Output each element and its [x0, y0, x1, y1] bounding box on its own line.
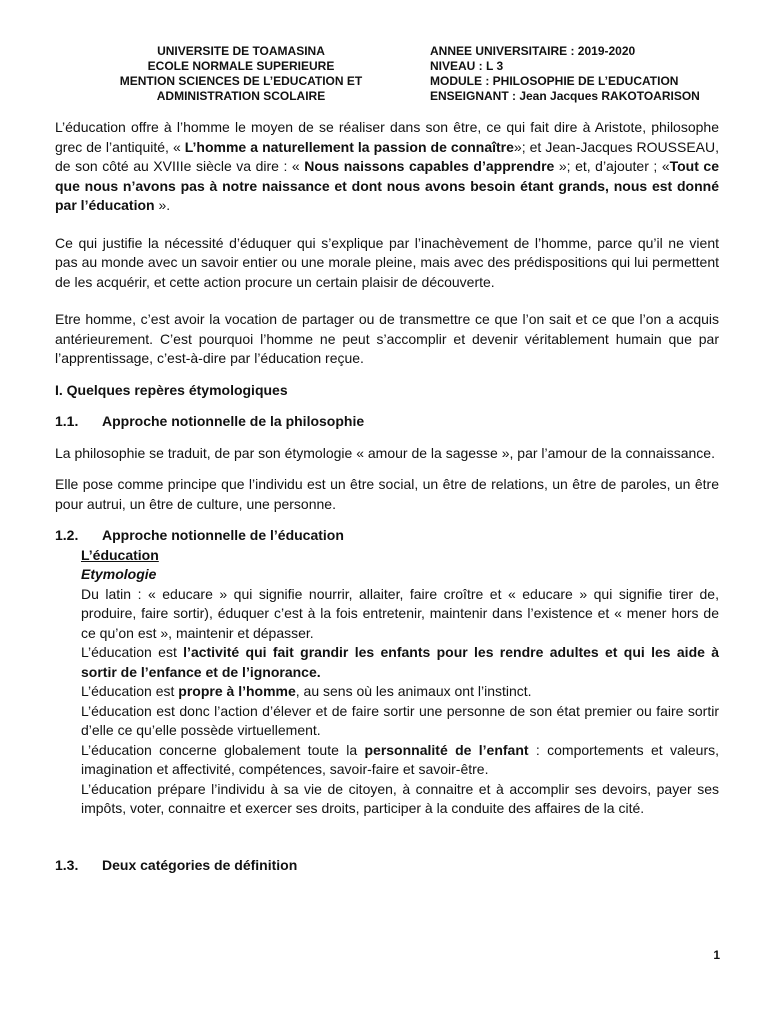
- course-info-line: ENSEIGNANT : Jean Jacques RAKOTOARISON: [430, 89, 700, 103]
- text-run: : comportements et valeurs, imagination et affectivité, compétences, savoir-faire et savoir-être.: [81, 741, 719, 777]
- subheading-education: L’éducation: [81, 546, 159, 563]
- text-run: L’éducation est: [81, 683, 179, 699]
- institution-line: ADMINISTRATION SCOLAIRE: [156, 89, 326, 103]
- education-definition-1: [81, 643, 719, 682]
- section-number: 1.3.: [55, 856, 79, 873]
- text-run: L’éducation concerne globalement toute la: [81, 741, 365, 758]
- institution-line: ECOLE NORMALE SUPERIEURE: [147, 59, 335, 73]
- page-number: 1: [713, 948, 720, 962]
- education-definition-4: [81, 741, 719, 780]
- section-1-2-title: [55, 526, 719, 546]
- section-1-1-title: [55, 412, 719, 432]
- philosophy-paragraph-2: Elle pose comme principe que l’individu est un être social, un être de relations, un être de paroles, un être pour autrui, un être de culture, une personne.: [55, 476, 719, 512]
- education-definition-5: L’éducation prépare l’individu à sa vie de citoyen, à connaitre et à accomplir ses devoirs, payer ses impôts, voter, connaitre et exercer ses droits, participer à la conduite des affaires de la cité.: [81, 780, 719, 816]
- emphasis: personnalité de l’enfant: [364, 741, 529, 758]
- subheading-etymology: Etymologie: [81, 566, 157, 582]
- emphasis: l’activité qui fait grandir les enfants pour les rendre adultes et qui les aide à sortir de l’enfance et de l’ignorance.: [81, 644, 720, 680]
- institution-line: UNIVERSITE DE TOAMASINA: [157, 44, 325, 58]
- section-number: 1.1.: [55, 413, 79, 429]
- text-run: »; et, d’ajouter ; «: [554, 158, 670, 174]
- section-heading-text: Approche notionnelle de l’éducation: [102, 527, 344, 543]
- section-1-3-title: [55, 856, 719, 876]
- intro-paragraph-2: Ce qui justifie la nécessité d’éduquer qui s’explique par l’inachèvement de l’homme, parce qu’il ne vient pas au monde avec un savoir entier ou une morale pleine, mais avec des prédispositions qui lui permettent de les acquérir, et cette action procure un certain plaisir de découverte.: [55, 234, 719, 290]
- section-heading-text: Deux catégories de définition: [102, 856, 298, 873]
- quote-aristote: L’homme a naturellement la passion de connaître: [184, 138, 514, 155]
- section-1-title: I. Quelques repères étymologiques: [55, 381, 288, 398]
- intro-paragraph-1: [55, 118, 719, 216]
- text-run: »; et Jean-Jacques ROUSSEAU, de son côté au XVIIIe siècle va dire : «: [55, 138, 719, 174]
- education-definition-3: L’éducation est donc l’action d’élever et de faire sortir une personne de son état premier ou faire sortir d’elle ce qu’elle possède virtuellement.: [81, 702, 719, 738]
- education-block: [81, 546, 719, 819]
- text-run: L’éducation offre à l’homme le moyen de se réaliser dans son être, ce qui fait dire à Aristote, philosophe grec de l’antiquité, «: [55, 119, 719, 155]
- institution-line: MENTION SCIENCES DE L’EDUCATION ET: [119, 74, 363, 88]
- philosophy-paragraph-1: La philosophie se traduit, de par son étymologie « amour de la sagesse », par l’amour de la connaissance.: [55, 444, 715, 461]
- course-info-line: ANNEE UNIVERSITAIRE : 2019-2020: [430, 44, 636, 58]
- institution-block: [96, 44, 386, 104]
- text-run: ».: [154, 197, 171, 213]
- etymology-paragraph: Du latin : « educare » qui signifie nourrir, allaiter, faire croître et « educare » qui signifie tirer de, produire, faire sortir), éduquer c’est à la fois entretenir, maintenir dans l’existence et « mener hors de ce qu’on est », maintenir et dépasser.: [81, 585, 719, 641]
- document-body: [55, 118, 719, 875]
- text-run: L’éducation est: [81, 644, 184, 660]
- course-info-line: MODULE : PHILOSOPHIE DE L’EDUCATION: [430, 74, 679, 88]
- text-run: , au sens où les animaux ont l’instinct.: [295, 683, 532, 699]
- quote-rousseau-2: Tout ce que nous n’avons pas à notre naissance et dont nous avons besoin étant grands, nous est donné par l’éducation: [55, 158, 719, 213]
- emphasis: propre à l’homme: [178, 683, 296, 699]
- quote-rousseau-1: Nous naissons capables d’apprendre: [304, 158, 555, 174]
- course-info-line: NIVEAU : L 3: [430, 59, 504, 73]
- section-heading-text: Approche notionnelle de la philosophie: [102, 413, 365, 429]
- course-info-block: [430, 44, 750, 104]
- intro-paragraph-3: Etre homme, c’est avoir la vocation de partager ou de transmettre ce que l’on sait et ce que l’on a acquis antérieurement. C’est pourquoi l’homme ne peut s’accomplir et devenir véritablement humain que par l’apprentissage, c’est-à-dire par l’éducation reçue.: [55, 311, 719, 366]
- section-number: 1.2.: [55, 527, 79, 543]
- education-definition-2: [81, 682, 719, 702]
